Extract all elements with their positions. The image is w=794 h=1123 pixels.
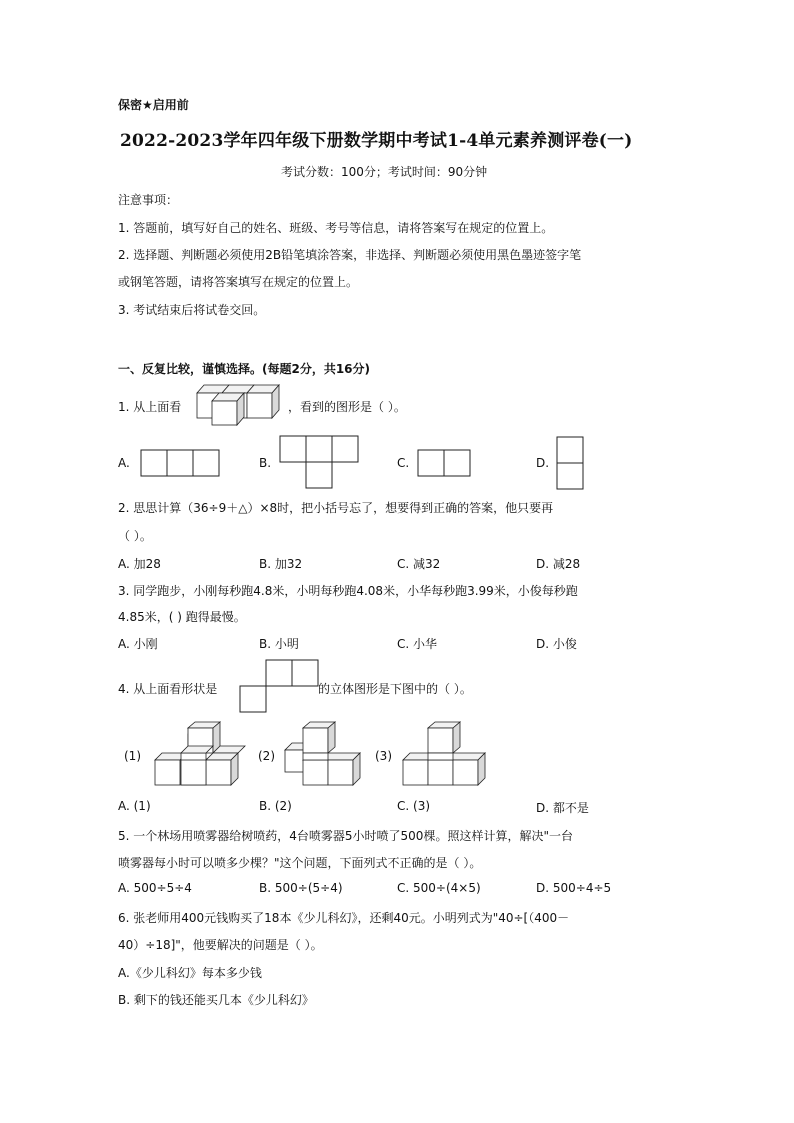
q4-text-after: 的立体图形是下图中的（ ）。 [318,682,472,696]
page-title: 2022-2023学年四年级下册数学期中考试1-4单元素养测评卷(一) [120,131,633,151]
q3-option-b[interactable]: B. 小明 [259,637,299,651]
q4-option-b[interactable]: B. (2) [259,799,292,813]
q1-option-a-figure [141,450,219,476]
exam-meta: 考试分数：100分；考试时间：90分钟 [281,165,488,179]
q1-option-d-label[interactable]: D. [536,456,550,470]
q2-option-b[interactable]: B. 加32 [259,557,303,571]
q4-figure-3-label: (3) [375,749,392,763]
q1-option-c-label[interactable]: C. [397,456,410,470]
q2-option-a[interactable]: A. 加28 [118,557,161,571]
q3-line2: 4.85米，( ) 跑得最慢。 [118,610,246,624]
q3-option-d[interactable]: D. 小俊 [536,637,577,651]
q4-option-d[interactable]: D. 都不是 [536,801,589,815]
q4-option-c[interactable]: C. (3) [397,799,431,813]
note-item: 2. 选择题、判断题必须使用2B铅笔填涂答案，非选择、判断题必须使用黑色墨迹签字笔 [118,248,582,262]
section-heading: 一、反复比较，谨慎选择。(每题2分，共16分) [118,362,371,376]
q4-figure-1-label: (1) [124,749,141,763]
q3-option-c[interactable]: C. 小华 [397,637,438,651]
q4-option-a[interactable]: A. (1) [118,799,151,813]
q1-text-after: ，看到的图形是（ ）。 [288,400,406,414]
q6-line1: 6. 张老师用400元钱购买了18本《少儿科幻》，还剩40元。小明列式为"40÷[（400－ [118,911,570,925]
q1-option-d-figure [557,437,583,489]
q4-figure-3 [403,722,488,788]
q3-option-a[interactable]: A. 小刚 [118,637,158,651]
q3-line1: 3. 同学跑步，小刚每秒跑4.8米，小明每秒跑4.08米，小华每秒跑3.99米，小俊每秒跑 [118,584,578,598]
q5-option-c[interactable]: C. 500÷(4×5) [397,881,481,895]
q5-option-b[interactable]: B. 500÷(5÷4) [259,881,343,895]
q1-option-c-figure [418,450,470,476]
q4-figure-2 [285,722,365,788]
q1-option-b-label[interactable]: B. [259,456,272,470]
q5-option-d[interactable]: D. 500÷4÷5 [536,881,612,895]
q4-top-view-figure [240,660,318,712]
q5-option-a[interactable]: A. 500÷5÷4 [118,881,192,895]
q6-option-b[interactable]: B. 剩下的钱还能买几本《少儿科幻》 [118,993,314,1007]
confidential-label: 保密★启用前 [118,98,189,112]
note-item: 1. 答题前，填写好自己的姓名、班级、考号等信息，请将答案写在规定的位置上。 [118,221,554,235]
q2-option-d[interactable]: D. 减28 [536,557,581,571]
q4-figure-2-label: (2) [258,749,275,763]
notes-heading: 注意事项： [118,193,179,207]
q6-option-a[interactable]: A.《少儿科幻》每本多少钱 [118,966,262,980]
q1-text-before: 1. 从上面看 [118,400,182,414]
q1-option-b-figure [280,436,358,488]
q5-line1: 5. 一个林场用喷雾器给树喷药，4台喷雾器5小时喷了500棵。照这样计算，解决"一台 [118,829,573,843]
q2-option-c[interactable]: C. 减32 [397,557,441,571]
q5-line2: 喷雾器每小时可以喷多少棵？"这个问题，下面列式不正确的是（ ）。 [118,856,482,870]
note-item: 3. 考试结束后将试卷交回。 [118,303,266,317]
note-item: 或钢笔答题，请将答案填写在规定的位置上。 [118,275,359,289]
q2-line2: （ ）。 [118,529,152,543]
q6-line2: 40）÷18]"，他要解决的问题是（ ）。 [118,938,323,952]
q4-text-before: 4. 从上面看形状是 [118,682,218,696]
q2-line1: 2. 思思计算（36÷9＋△）×8时，把小括号忘了，想要得到正确的答案，他只要再 [118,501,554,515]
q1-option-a-label[interactable]: A. [118,456,130,470]
q1-cube-figure [197,385,287,425]
q4-figure-1 [155,722,245,788]
